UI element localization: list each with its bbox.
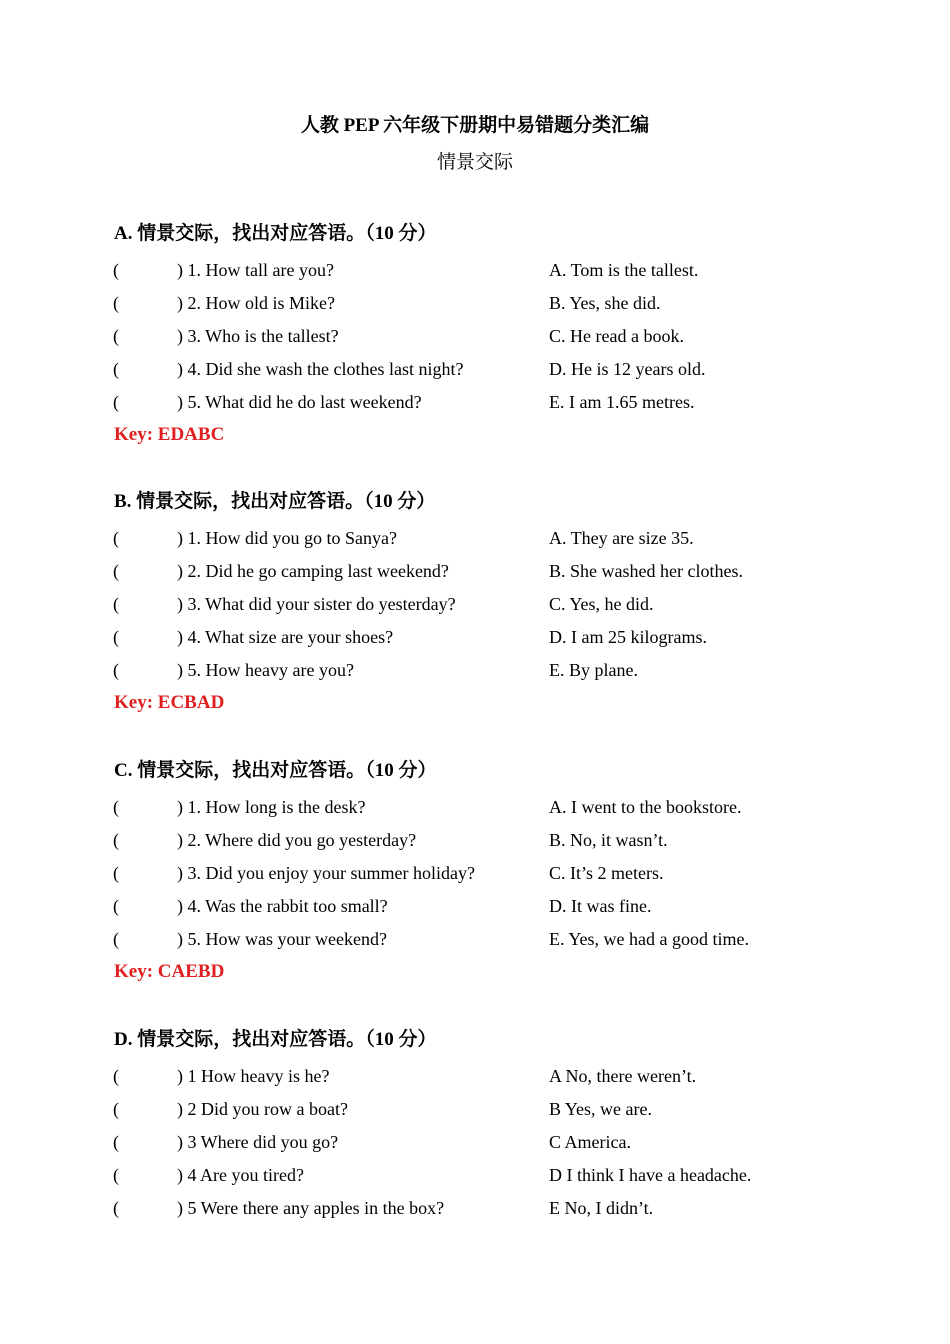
page-title: 人教 PEP 六年级下册期中易错题分类汇编 bbox=[300, 115, 650, 136]
answer-blank: ( bbox=[113, 326, 119, 346]
answer-blank: ( bbox=[113, 392, 119, 412]
option-text: D. He is 12 years old. bbox=[549, 359, 706, 379]
option-text: E. Yes, we had a good time. bbox=[549, 929, 749, 949]
answer-blank: ( bbox=[113, 1099, 119, 1119]
answer-blank: ( bbox=[113, 1132, 119, 1152]
answer-blank: ( bbox=[113, 863, 119, 883]
question-text: ) 4. What size are your shoes? bbox=[177, 627, 394, 647]
section-heading: C. 情景交际，找出对应答语。（10 分） bbox=[114, 760, 437, 781]
answer-blank: ( bbox=[113, 561, 119, 581]
question-text: ) 4. Was the rabbit too small? bbox=[177, 896, 388, 916]
answer-blank: ( bbox=[113, 1165, 119, 1185]
option-text: C. It’s 2 meters. bbox=[549, 863, 664, 883]
option-text: C. He read a book. bbox=[549, 326, 684, 346]
answer-blank: ( bbox=[113, 929, 119, 949]
option-text: B Yes, we are. bbox=[549, 1099, 652, 1119]
answer-key: Key: CAEBD bbox=[114, 961, 225, 982]
answer-blank: ( bbox=[113, 896, 119, 916]
question-row bbox=[0, 893, 950, 919]
option-text: A. I went to the bookstore. bbox=[549, 797, 742, 817]
question-row bbox=[0, 1096, 950, 1122]
question-text: ) 5. What did he do last weekend? bbox=[177, 392, 422, 412]
question-row bbox=[0, 558, 950, 584]
question-row bbox=[0, 624, 950, 650]
option-text: B. No, it wasn’t. bbox=[549, 830, 668, 850]
answer-key: Key: ECBAD bbox=[114, 692, 225, 713]
question-row bbox=[0, 323, 950, 349]
option-text: D. I am 25 kilograms. bbox=[549, 627, 707, 647]
answer-blank: ( bbox=[113, 1066, 119, 1086]
answer-blank: ( bbox=[113, 627, 119, 647]
question-text: ) 1 How heavy is he? bbox=[177, 1066, 330, 1086]
question-row bbox=[0, 1129, 950, 1155]
answer-blank: ( bbox=[113, 1198, 119, 1218]
question-text: ) 1. How tall are you? bbox=[177, 260, 334, 280]
question-text: ) 5 Were there any apples in the box? bbox=[177, 1198, 445, 1218]
question-row bbox=[0, 794, 950, 820]
option-text: A. Tom is the tallest. bbox=[549, 260, 699, 280]
option-text: E. By plane. bbox=[549, 660, 638, 680]
question-text: ) 5. How was your weekend? bbox=[177, 929, 387, 949]
question-text: ) 3. Who is the tallest? bbox=[177, 326, 339, 346]
question-row bbox=[0, 1162, 950, 1188]
page-subtitle: 情景交际 bbox=[436, 152, 513, 173]
question-text: ) 3. Did you enjoy your summer holiday? bbox=[177, 863, 475, 883]
option-text: D I think I have a headache. bbox=[549, 1165, 752, 1185]
answer-blank: ( bbox=[113, 797, 119, 817]
question-text: ) 2. How old is Mike? bbox=[177, 293, 335, 313]
option-text: A. They are size 35. bbox=[549, 528, 694, 548]
question-text: ) 5. How heavy are you? bbox=[177, 660, 354, 680]
option-text: D. It was fine. bbox=[549, 896, 652, 916]
answer-blank: ( bbox=[113, 594, 119, 614]
section-heading: D. 情景交际，找出对应答语。（10 分） bbox=[114, 1029, 437, 1050]
answer-blank: ( bbox=[113, 528, 119, 548]
question-row bbox=[0, 356, 950, 382]
question-text: ) 3 Where did you go? bbox=[177, 1132, 339, 1152]
question-row bbox=[0, 591, 950, 617]
question-text: ) 4. Did she wash the clothes last night? bbox=[177, 359, 464, 379]
answer-blank: ( bbox=[113, 293, 119, 313]
answer-blank: ( bbox=[113, 830, 119, 850]
question-row bbox=[0, 389, 950, 415]
question-row bbox=[0, 860, 950, 886]
option-text: B. She washed her clothes. bbox=[549, 561, 743, 581]
answer-blank: ( bbox=[113, 660, 119, 680]
option-text: E No, I didn’t. bbox=[549, 1198, 654, 1218]
section-heading: A. 情景交际，找出对应答语。（10 分） bbox=[114, 223, 437, 244]
question-row bbox=[0, 926, 950, 952]
question-row bbox=[0, 1063, 950, 1089]
question-row bbox=[0, 525, 950, 551]
answer-key: Key: EDABC bbox=[114, 424, 225, 445]
question-text: ) 2 Did you row a boat? bbox=[177, 1099, 348, 1119]
question-row bbox=[0, 290, 950, 316]
question-text: ) 2. Where did you go yesterday? bbox=[177, 830, 417, 850]
question-row bbox=[0, 1195, 950, 1221]
option-text: C America. bbox=[549, 1132, 631, 1152]
question-text: ) 1. How did you go to Sanya? bbox=[177, 528, 397, 548]
question-text: ) 4 Are you tired? bbox=[177, 1165, 304, 1185]
question-text: ) 2. Did he go camping last weekend? bbox=[177, 561, 449, 581]
question-row bbox=[0, 257, 950, 283]
question-row bbox=[0, 657, 950, 683]
option-text: A No, there weren’t. bbox=[549, 1066, 697, 1086]
option-text: C. Yes, he did. bbox=[549, 594, 654, 614]
answer-blank: ( bbox=[113, 260, 119, 280]
question-row bbox=[0, 827, 950, 853]
option-text: B. Yes, she did. bbox=[549, 293, 661, 313]
question-text: ) 1. How long is the desk? bbox=[177, 797, 366, 817]
answer-blank: ( bbox=[113, 359, 119, 379]
section-heading: B. 情景交际，找出对应答语。（10 分） bbox=[114, 491, 436, 512]
question-text: ) 3. What did your sister do yesterday? bbox=[177, 594, 456, 614]
option-text: E. I am 1.65 metres. bbox=[549, 392, 695, 412]
